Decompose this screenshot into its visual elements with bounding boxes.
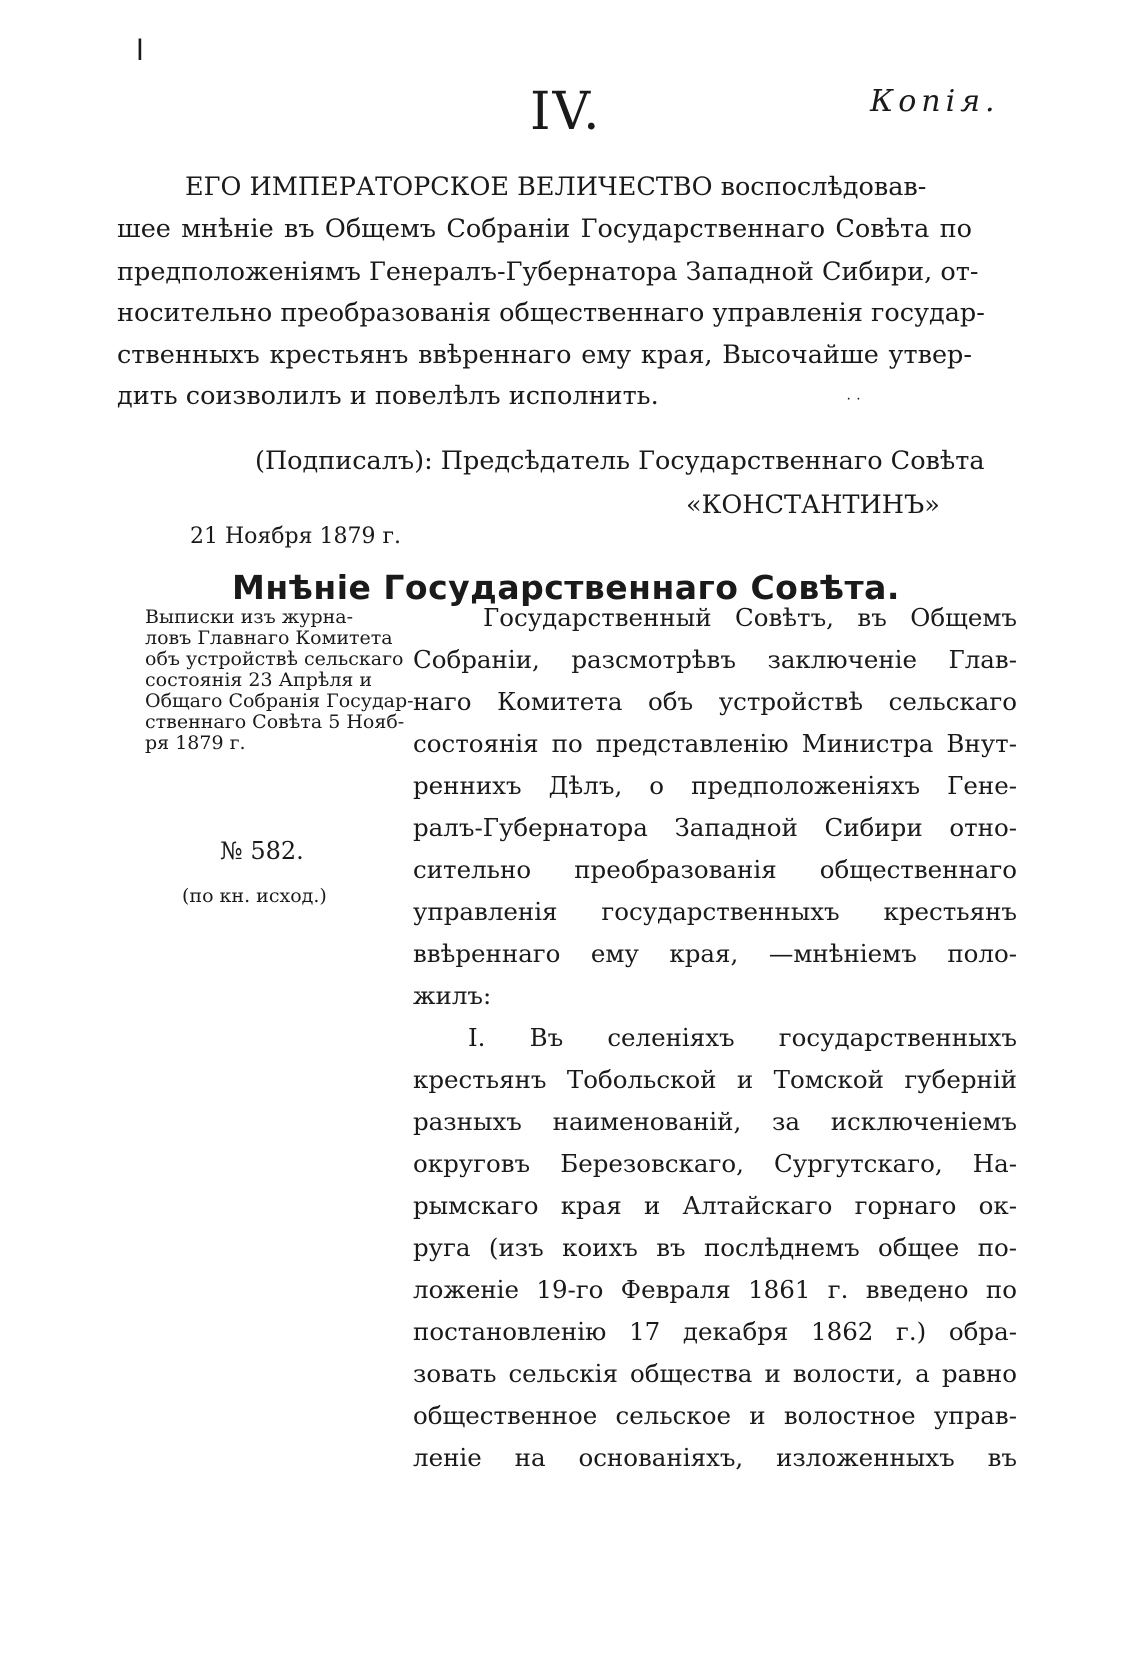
- stray-dots: · ·: [846, 390, 862, 407]
- body-line: состоянія по представленію Министра Внут-: [413, 729, 1017, 758]
- body-line: сительно преобразованія общественнаго: [413, 855, 1017, 884]
- margin-note-line: ря 1879 г.: [145, 732, 246, 754]
- decree-line: носительно преобразованія общественнаго управленія государ-: [117, 298, 985, 328]
- body-line: крестьянъ Тобольской и Томской губерній: [413, 1065, 1017, 1094]
- document-number: № 582.: [220, 837, 304, 865]
- stray-mark: ǀ: [136, 34, 144, 67]
- decree-line: шее мнѣніе въ Общемъ Собраніи Государственнаго Совѣта по: [117, 214, 972, 244]
- body-line: леніе на основаніяхъ, изложенныхъ въ: [413, 1443, 1017, 1472]
- section-numeral: IV.: [530, 82, 602, 142]
- margin-note-line: Общаго Собранія Государ-: [145, 690, 414, 712]
- document-number-note: (по кн. исход.): [182, 885, 327, 907]
- signature-line: (Подписалъ): Предсѣдатель Государственнаго Совѣта: [255, 446, 985, 476]
- body-line: разныхъ наименованій, за исключеніемъ: [413, 1107, 1017, 1136]
- body-line: наго Комитета объ устройствѣ сельскаго: [413, 687, 1017, 716]
- decree-line: предположеніямъ Генералъ-Губернатора Западной Сибири, от-: [117, 257, 979, 287]
- body-line: рымскаго края и Алтайскаго горнаго ок-: [413, 1191, 1017, 1220]
- decree-line: ственныхъ крестьянъ ввѣреннаго ему края, Высочайше утвер-: [117, 340, 972, 370]
- margin-note-line: ственнаго Совѣта 5 Нояб-: [145, 711, 405, 733]
- body-line: ложеніе 19-го Февраля 1861 г. введено по: [413, 1275, 1017, 1304]
- body-line: руга (изъ коихъ въ послѣднемъ общее по-: [413, 1233, 1017, 1262]
- margin-note-line: объ устройствѣ сельскаго: [145, 648, 404, 670]
- decree-line: дить соизволилъ и повелѣлъ исполнить.: [117, 381, 659, 411]
- body-line: зовать сельскія общества и волости, а равно: [413, 1359, 1017, 1388]
- body-line: ввѣреннаго ему края, —мнѣніемъ поло-: [413, 939, 1017, 968]
- body-line: реннихъ Дѣлъ, о предположеніяхъ Гене-: [413, 771, 1017, 800]
- body-line: I. Въ селеніяхъ государственныхъ: [468, 1023, 1017, 1052]
- margin-note-line: состоянія 23 Апрѣля и: [145, 669, 373, 691]
- body-line: Собраніи, разсмотрѣвъ заключеніе Глав-: [413, 645, 1017, 674]
- body-line: управленія государственныхъ крестьянъ: [413, 897, 1017, 926]
- body-line: жилъ:: [413, 981, 492, 1010]
- body-line: ралъ-Губернатора Западной Сибири отно-: [413, 813, 1017, 842]
- decree-date: 21 Ноября 1879 г.: [190, 524, 401, 549]
- copy-label: Копія.: [870, 84, 1000, 119]
- margin-note-line: Выписки изъ журна-: [145, 606, 354, 628]
- opinion-heading: Мнѣніе Государственнаго Совѣта.: [232, 568, 900, 607]
- body-line: постановленію 17 декабря 1862 г.) обра-: [413, 1317, 1017, 1346]
- margin-note-line: ловъ Главнаго Комитета: [145, 627, 393, 649]
- decree-line: ЕГО ИМПЕРАТОРСКОЕ ВЕЛИЧЕСТВО воспослѣдовав-: [185, 172, 927, 202]
- body-line: Государственный Совѣтъ, въ Общемъ: [483, 603, 1017, 632]
- body-line: общественное сельское и волостное управ-: [413, 1401, 1017, 1430]
- signature-name: «КОНСТАНТИНЪ»: [686, 490, 940, 520]
- body-line: округовъ Березовскаго, Сургутскаго, На-: [413, 1149, 1017, 1178]
